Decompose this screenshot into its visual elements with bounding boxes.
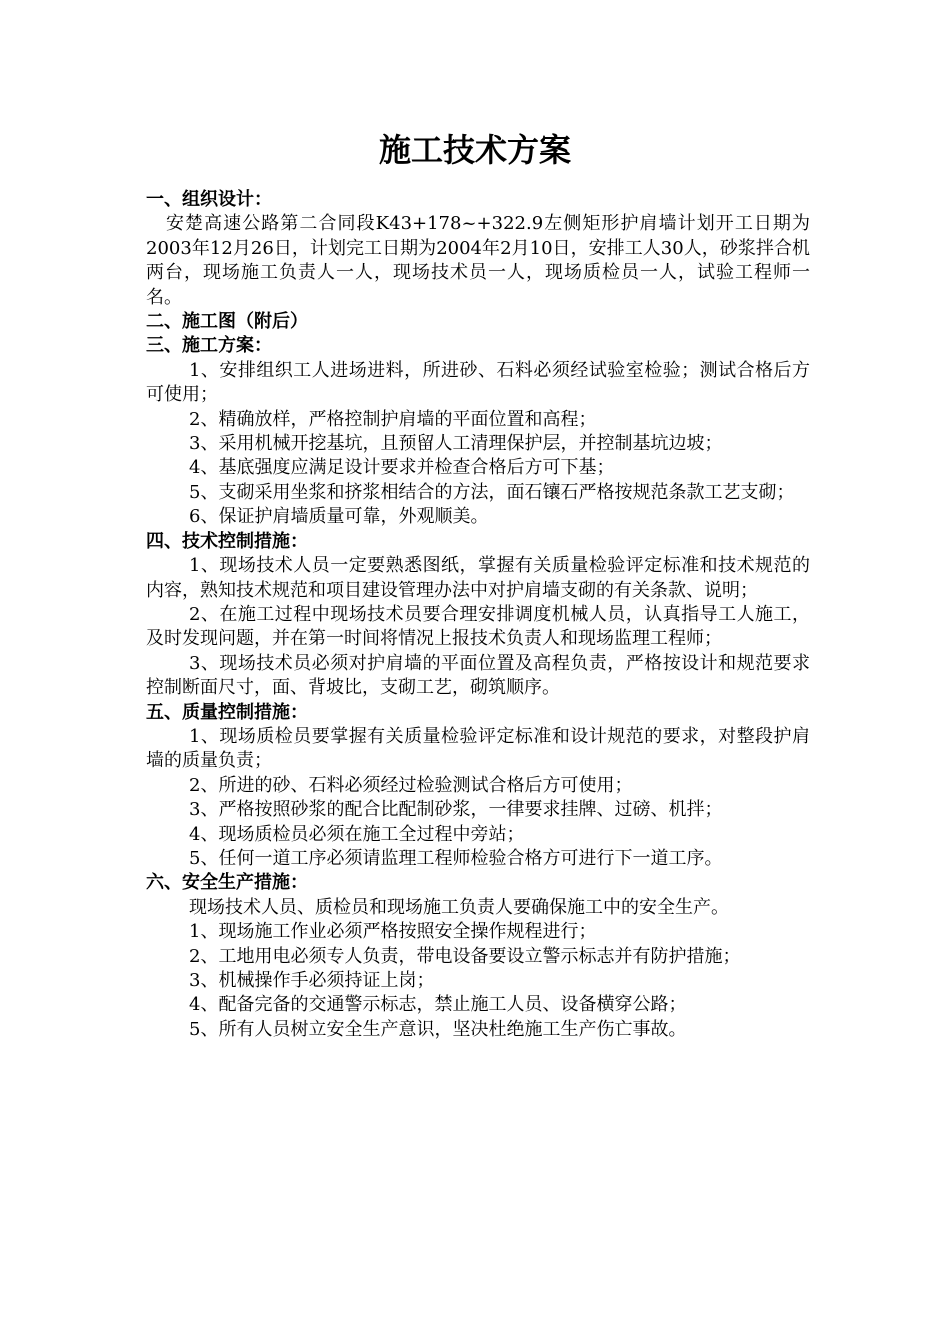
section-heading-tech: 四、技术控制措施： (146, 530, 308, 552)
list-item: 2、精确放样，严格控制护肩墙的平面位置和高程； (189, 408, 597, 430)
list-item: 3、严格按照砂浆的配合比配制砂浆，一律要求挂牌、过磅、机拌； (189, 799, 723, 821)
page-title: 施工技术方案 (378, 131, 571, 169)
list-item: 2、在施工过程中现场技术员要合理安排调度机械人员，认真指导工人施工，及时发现问题，并在第一时间将情况上报技术负责人和现场监理工程师； (146, 603, 810, 650)
list-item: 2、工地用电必须专人负责，带电设备要设立警示标志并有防护措施； (189, 945, 741, 967)
section-heading-plan: 三、施工方案： (146, 335, 272, 357)
section-heading-quality: 五、质量控制措施： (146, 701, 308, 723)
section-heading-drawing: 二、施工图（附后） (146, 311, 308, 333)
safety-intro: 现场技术人员、质检员和现场施工负责人要确保施工中的安全生产。 (189, 896, 729, 918)
section-heading-safety: 六、安全生产措施： (146, 872, 308, 894)
list-item: 1、安排组织工人进场进料，所进砂、石料必须经试验室检验；测试合格后方可使用； (146, 359, 810, 406)
list-item: 2、所进的砂、石料必须经过检验测试合格后方可使用； (189, 774, 633, 796)
list-item: 3、现场技术员必须对护肩墙的平面位置及高程负责，严格按设计和规范要求控制断面尺寸，面、背坡比，支砌工艺，砌筑顺序。 (146, 652, 810, 699)
list-item: 5、支砌采用坐浆和挤浆相结合的方法，面石镶石严格按规范条款工艺支砌； (189, 481, 795, 503)
list-item: 4、现场质检员必须在施工全过程中旁站； (189, 823, 525, 845)
list-item: 1、现场技术人员一定要熟悉图纸，掌握有关质量检验评定标准和技术规范的内容，熟知技术规范和项目建设管理办法中对护肩墙支砌的有关条款、说明； (146, 555, 810, 601)
list-item: 4、配备完备的交通警示标志，禁止施工人员、设备横穿公路； (189, 994, 687, 1016)
document-body (146, 188, 810, 1042)
list-item: 6、保证护肩墙质量可靠，外观顺美。 (189, 506, 489, 528)
list-item: 1、现场质检员要掌握有关质量检验评定标准和设计规范的要求，对整段护肩墙的质量负责； (146, 725, 810, 772)
list-item: 1、现场施工作业必须严格按照安全操作规程进行； (189, 921, 597, 943)
list-item: 5、任何一道工序必须请监理工程师检验合格方可进行下一道工序。 (189, 847, 723, 869)
list-item: 4、基底强度应满足设计要求并检查合格后方可下基； (189, 457, 615, 479)
list-item: 5、所有人员树立安全生产意识，坚决杜绝施工生产伤亡事故。 (189, 1018, 687, 1040)
org-paragraph: 安楚高速公路第二合同段K43+178~+322.9左侧矩形护肩墙计划开工日期为2003年12月26日，计划完工日期为2004年2月10日，安排工人30人，砂浆拌合机两台，现场施工负责人一人，现场技术员一人，现场质检员一人，试验工程师一名。 (146, 213, 810, 308)
list-item: 3、采用机械开挖基坑，且预留人工清理保护层，并控制基坑边坡； (189, 433, 723, 455)
section-heading-org: 一、组织设计： (146, 189, 272, 210)
list-item: 3、机械操作手必须持证上岗； (189, 970, 435, 991)
